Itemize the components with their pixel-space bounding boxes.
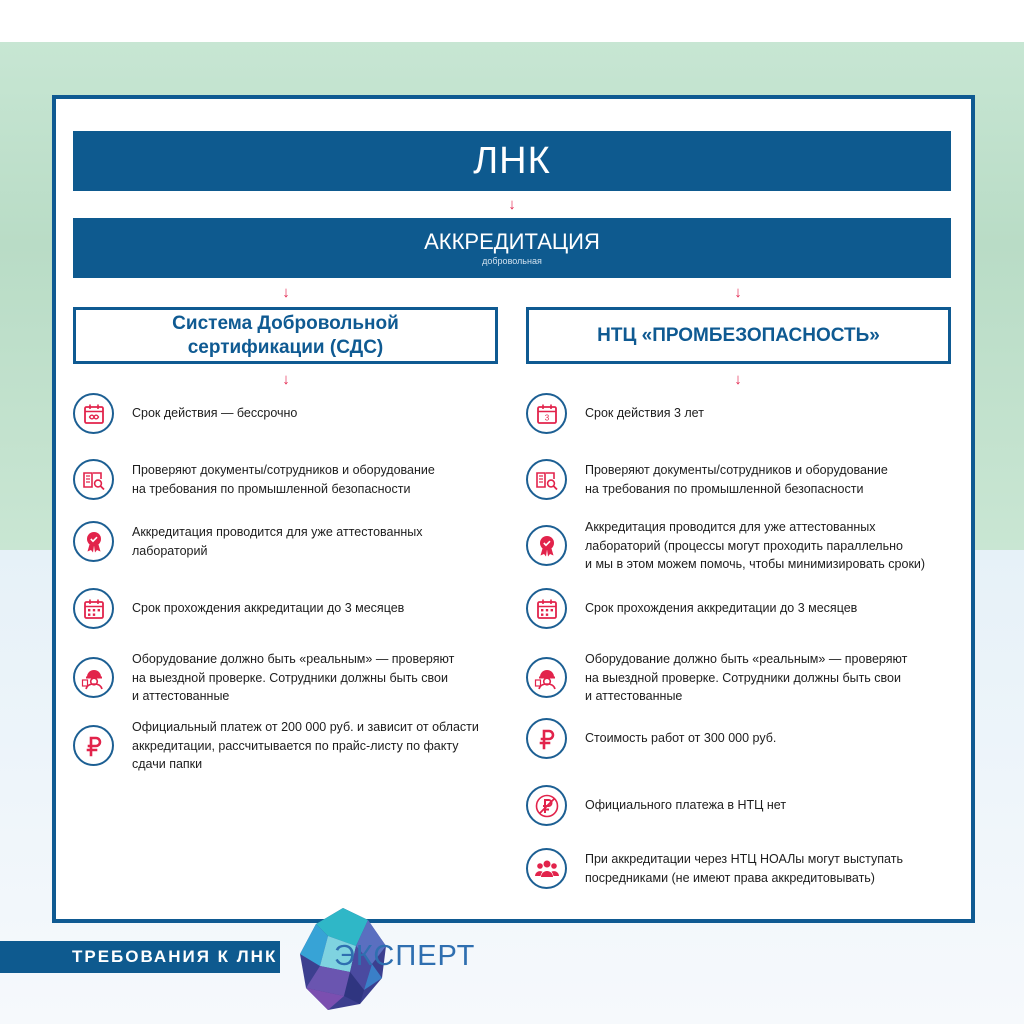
item-text-line: Срок прохождения аккредитации до 3 месяцев bbox=[132, 601, 405, 616]
footer-label: ТРЕБОВАНИЯ К ЛНК bbox=[72, 947, 278, 966]
item-text bbox=[585, 518, 925, 574]
item-text bbox=[585, 461, 888, 498]
item-text-line: на выездной проверке. Сотрудники должны быть свои bbox=[132, 670, 448, 685]
arrow-down-icon: ↓ bbox=[508, 196, 516, 213]
left-item-1 bbox=[73, 393, 297, 434]
right-item-4 bbox=[526, 588, 857, 629]
award-badge-icon bbox=[526, 525, 567, 566]
accreditation-title: АККРЕДИТАЦИЯ bbox=[424, 229, 600, 254]
item-text-line: При аккредитации через НТЦ НОАЛы могут выступать bbox=[585, 852, 903, 866]
right-item-3 bbox=[526, 518, 925, 574]
item-text-line: на выездной проверке. Сотрудники должны быть свои bbox=[585, 670, 901, 685]
item-text bbox=[132, 599, 404, 618]
item-text bbox=[132, 718, 479, 774]
header-title: ЛНК bbox=[473, 139, 551, 182]
arrow-down-icon: ↓ bbox=[734, 284, 742, 301]
item-text-line: Срок действия 3 лет bbox=[585, 406, 704, 421]
right-item-8 bbox=[526, 848, 903, 889]
arrow-down-icon: ↓ bbox=[282, 371, 290, 388]
item-text bbox=[585, 729, 776, 748]
item-text-line: на требования по промышленной безопасности bbox=[585, 481, 864, 496]
left-item-4 bbox=[73, 588, 404, 629]
item-text-line: лабораторий bbox=[132, 543, 208, 558]
document-search-icon bbox=[526, 459, 567, 500]
calendar-grid-icon bbox=[73, 588, 114, 629]
right-title: НТЦ «ПРОМБЕЗОПАСНОСТЬ» bbox=[597, 324, 880, 346]
item-text-line: Проверяют документы/сотрудников и оборудование bbox=[132, 463, 435, 477]
calendar-three-icon bbox=[526, 393, 567, 434]
item-text bbox=[132, 523, 423, 560]
right-item-2 bbox=[526, 459, 888, 500]
left-item-5 bbox=[73, 650, 454, 706]
award-badge-icon bbox=[73, 521, 114, 562]
footer-label-bar bbox=[0, 941, 280, 973]
item-text-line: Оборудование должно быть «реальным» — проверяют bbox=[585, 652, 908, 666]
left-title-line2: сертификации (СДС) bbox=[187, 336, 384, 358]
item-text bbox=[132, 404, 297, 423]
item-text-line: Аккредитация проводится для уже аттестованных bbox=[132, 525, 423, 539]
item-text bbox=[585, 796, 786, 815]
item-text-line: Официальный платеж от 200 000 руб. и зависит от области bbox=[132, 720, 479, 734]
right-item-5 bbox=[526, 650, 907, 706]
worker-helmet-icon bbox=[73, 657, 114, 698]
item-text bbox=[585, 850, 903, 887]
item-text bbox=[585, 599, 857, 618]
ruble-icon bbox=[526, 718, 567, 759]
item-text-line: Официального платежа в НТЦ нет bbox=[585, 798, 787, 813]
item-text-line: на требования по промышленной безопасности bbox=[132, 481, 411, 496]
header-lnk bbox=[73, 131, 951, 191]
item-text-line: Срок действия — бессрочно bbox=[132, 406, 298, 421]
item-text bbox=[585, 404, 704, 423]
accreditation-bar bbox=[73, 218, 951, 278]
left-column-header bbox=[73, 307, 498, 364]
item-text-line: и аттестованные bbox=[132, 689, 230, 703]
item-text-line: сдачи папки bbox=[132, 757, 203, 771]
worker-helmet-icon bbox=[526, 657, 567, 698]
left-item-2 bbox=[73, 459, 435, 500]
right-item-1 bbox=[526, 393, 704, 434]
left-title-line1: Система Добровольной bbox=[172, 312, 399, 334]
calendar-number: 3 bbox=[544, 413, 549, 422]
right-column-header bbox=[526, 307, 951, 364]
people-group-icon bbox=[526, 848, 567, 889]
item-text bbox=[585, 650, 907, 706]
item-text-line: лабораторий (процессы могут проходить параллельно bbox=[585, 538, 903, 553]
item-text bbox=[132, 650, 454, 706]
right-item-7 bbox=[526, 785, 786, 826]
item-text-line: Срок прохождения аккредитации до 3 месяцев bbox=[585, 601, 858, 616]
item-text-line: Аккредитация проводится для уже аттестованных bbox=[585, 520, 876, 534]
item-text-line: и аттестованные bbox=[585, 689, 683, 703]
arrow-down-icon: ↓ bbox=[282, 284, 290, 301]
left-item-6 bbox=[73, 718, 479, 774]
item-text-line: и мы в этом можем помочь, чтобы минимизировать сроки) bbox=[585, 557, 926, 571]
item-text-line: Оборудование должно быть «реальным» — проверяют bbox=[132, 652, 455, 666]
ruble-icon bbox=[73, 725, 114, 766]
calendar-grid-icon bbox=[526, 588, 567, 629]
item-text-line: Проверяют документы/сотрудников и оборудование bbox=[585, 463, 888, 477]
item-text bbox=[132, 461, 435, 498]
item-text-line: посредниками (не имеют права аккредитовывать) bbox=[585, 870, 875, 885]
calendar-infinity-icon bbox=[73, 393, 114, 434]
ruble-crossed-icon bbox=[526, 785, 567, 826]
left-item-3 bbox=[73, 521, 423, 562]
document-search-icon bbox=[73, 459, 114, 500]
logo-text: ЭКСПЕРТ bbox=[334, 940, 476, 972]
item-text-line: аккредитации, рассчитывается по прайс-листу по факту bbox=[132, 738, 459, 753]
item-text-line: Стоимость работ от 300 000 руб. bbox=[585, 731, 777, 746]
arrow-down-icon: ↓ bbox=[734, 371, 742, 388]
accreditation-subtitle: добровольная bbox=[482, 256, 542, 266]
right-item-6 bbox=[526, 718, 776, 759]
